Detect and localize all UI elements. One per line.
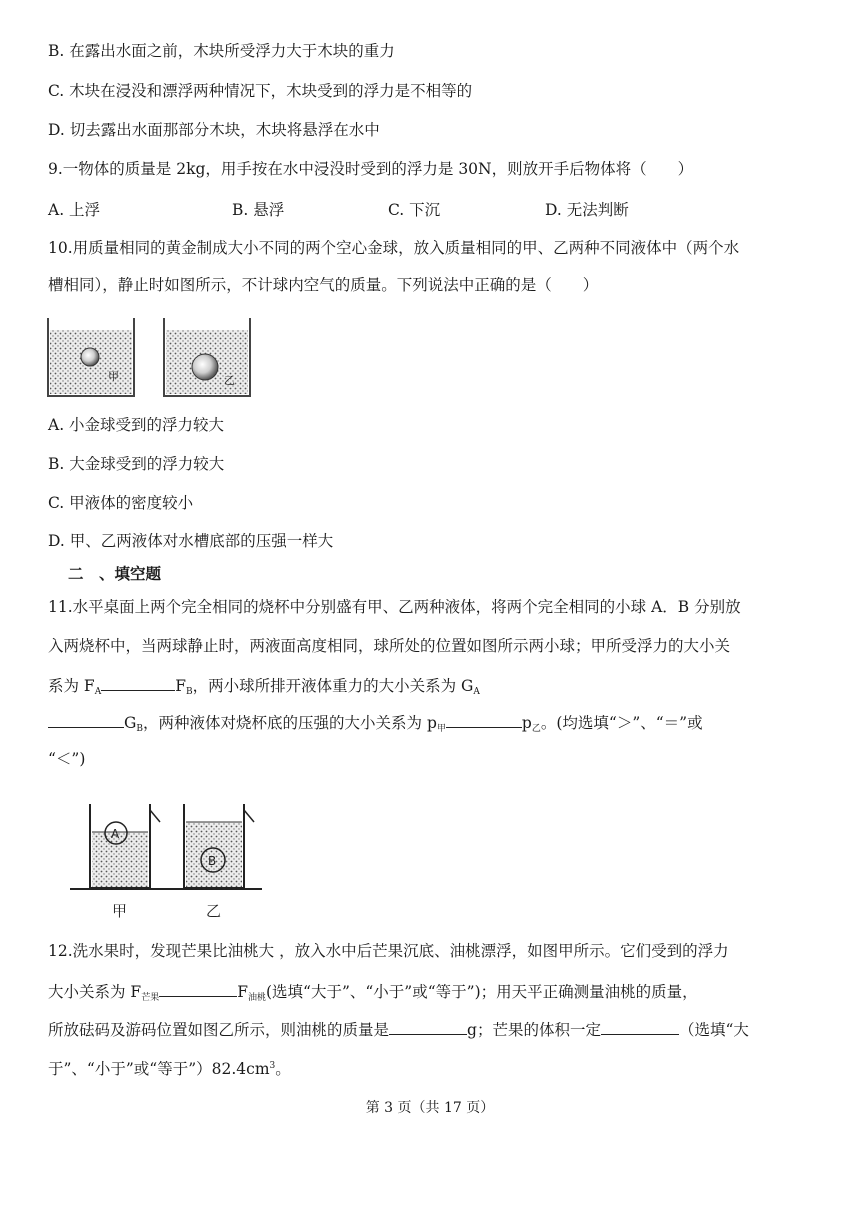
- q11-line1: 11.水平桌面上两个完全相同的烧杯中分别盛有甲、乙两种液体，将两个完全相同的小球 A．B 分别放: [48, 598, 741, 616]
- subscript: 甲: [436, 724, 446, 734]
- text: ，两种液体对烧杯底的压强的大小关系为 p: [143, 714, 437, 732]
- q10-large-ball: [192, 354, 218, 380]
- subscript: B: [185, 687, 193, 697]
- q8-option-c: C. 木块在浸没和漂浮两种情况下，木块受到的浮力是不相等的: [48, 82, 473, 100]
- q10-option-b: B. 大金球受到的浮力较大: [48, 455, 225, 473]
- q12-line4: [48, 1056, 291, 1079]
- q11-label-jia: 甲: [112, 902, 128, 920]
- q11-beaker-left: [90, 804, 160, 920]
- superscript: 3: [269, 1061, 276, 1071]
- q11-beaker-right: [184, 804, 254, 920]
- q10-option-c: C. 甲液体的密度较小: [48, 494, 194, 512]
- q12-line3: [48, 1018, 749, 1040]
- text: g；芒果的体积一定: [467, 1021, 601, 1039]
- text: 于”、“小于”或“等于”）82.4cm: [48, 1060, 270, 1078]
- text: p: [521, 714, 532, 732]
- q10-stem-line1: 10.用质量相同的黄金制成大小不同的两个空心金球，放入质量相同的甲、乙两种不同液体中（两个水: [48, 239, 740, 257]
- blank-q12-1[interactable]: [159, 980, 237, 997]
- q11-ball-a-label: A: [111, 827, 120, 841]
- q10-stem-line2: 槽相同），静止时如图所示，不计球内空气的质量。下列说法中正确的是（ ）: [48, 276, 599, 294]
- page-footer: 第 3 页（共 17 页）: [365, 1100, 495, 1116]
- q10-option-d: D. 甲、乙两液体对水槽底部的压强一样大: [48, 532, 334, 550]
- text: 。: [275, 1060, 291, 1078]
- q11-ball-b-label: B: [208, 854, 217, 868]
- text: F: [175, 677, 186, 695]
- q11-label-yi: 乙: [206, 902, 222, 920]
- text: 系为 F: [48, 677, 95, 695]
- text: 所放砝码及游码位置如图乙所示，则油桃的质量是: [48, 1021, 390, 1039]
- q9-stem: 9.一物体的质量是 2kg，用手按在水中浸没时受到的浮力是 30N，则放开手后物体将（ ）: [48, 160, 694, 178]
- subscript: 油桃: [247, 993, 266, 1003]
- section-title-fill-in: 二 、填空题: [68, 565, 162, 583]
- q10-label-yi: 乙: [224, 374, 235, 387]
- text: 大小关系为 F: [48, 983, 142, 1001]
- q10-figure: [44, 312, 254, 402]
- q11-line3: [48, 674, 480, 702]
- subscript: A: [94, 687, 102, 697]
- blank-q11-1[interactable]: [101, 674, 175, 691]
- text: ，两小球所排开液体重力的大小关系为 G: [192, 677, 474, 695]
- q9-option-b: B. 悬浮: [232, 201, 285, 219]
- q9-option-c: C. 下沉: [388, 201, 441, 219]
- text: G: [124, 714, 137, 732]
- subscript: B: [136, 724, 144, 734]
- q11-line2: 入两烧杯中，当两球静止时，两液面高度相同，球所处的位置如图所示两小球；甲所受浮力的大小关: [48, 637, 731, 655]
- q8-option-b: B. 在露出水面之前，木块所受浮力大于木块的重力: [48, 42, 395, 60]
- q9-option-a: A. 上浮: [48, 201, 101, 219]
- q11-line5: “＜”): [48, 750, 86, 768]
- q10-option-a: A. 小金球受到的浮力较大: [48, 416, 225, 434]
- q12-line1: 12.洗水果时，发现芒果比油桃大 ，放入水中后芒果沉底、油桃漂浮，如图甲所示。它们受到的浮力: [48, 942, 729, 960]
- text: F: [237, 983, 248, 1001]
- q11-figure: [70, 800, 265, 920]
- subscript: 芒果: [141, 993, 160, 1003]
- blank-q12-3[interactable]: [601, 1018, 679, 1035]
- q9-option-d: D. 无法判断: [545, 201, 629, 219]
- q10-small-ball: [81, 348, 99, 366]
- q10-label-jia: 甲: [108, 370, 119, 383]
- blank-q12-2[interactable]: [389, 1018, 467, 1035]
- text: 。(均选填“＞”、“＝”或: [540, 714, 703, 732]
- q8-option-d: D. 切去露出水面那部分木块，木块将悬浮在水中: [48, 121, 380, 139]
- q10-tank-left: [48, 318, 134, 396]
- blank-q11-2[interactable]: [48, 711, 124, 728]
- text: (选填“大于”、“小于”或“等于”)；用天平正确测量油桃的质量，: [265, 983, 698, 1001]
- q11-line4: [48, 711, 703, 739]
- text: （选填“大: [678, 1021, 749, 1039]
- subscript: 乙: [531, 724, 541, 734]
- q10-tank-right: [164, 318, 250, 396]
- subscript: A: [473, 687, 480, 697]
- blank-q11-3[interactable]: [446, 711, 522, 728]
- q12-line2: [48, 980, 698, 1008]
